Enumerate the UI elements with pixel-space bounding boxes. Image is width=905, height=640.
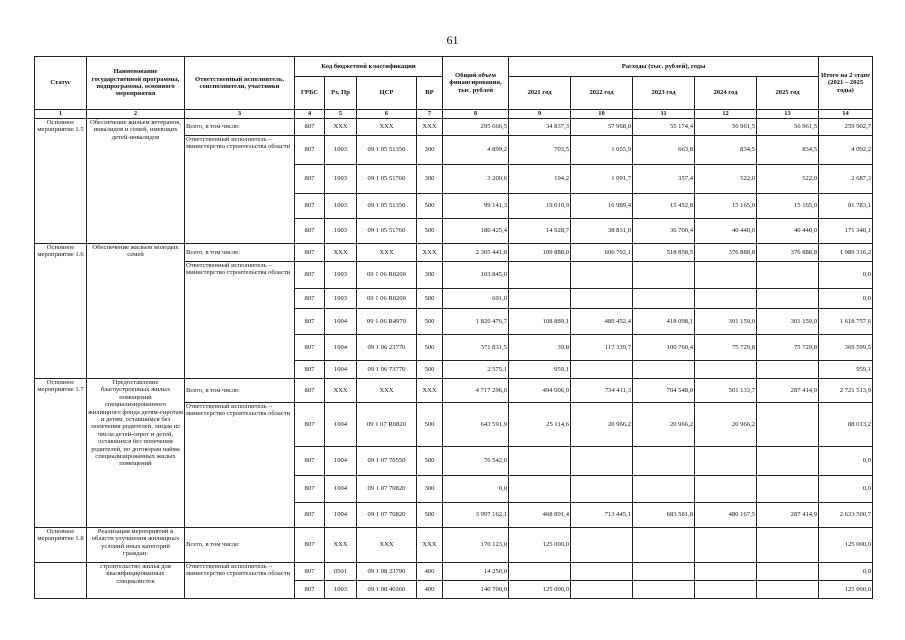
year-2025-cell xyxy=(757,581,819,599)
year-2023-cell: 36 700,4 xyxy=(633,219,695,244)
itogo-cell: 1 618 757,6 xyxy=(819,309,873,335)
rzpr-cell: 0501 xyxy=(325,563,357,581)
table-body xyxy=(35,119,873,599)
year-2024-cell: 20 966,2 xyxy=(695,403,757,447)
rzpr-cell: 1003 xyxy=(325,194,357,219)
year-2021-cell: 194,2 xyxy=(509,165,571,194)
year-2025-cell xyxy=(757,447,819,476)
responsible-cell: Всего, в том числе: xyxy=(185,379,295,403)
itogo-cell: 369 599,5 xyxy=(819,335,873,361)
year-2025-cell: 56 961,5 xyxy=(757,119,819,136)
table-row xyxy=(35,563,873,581)
rzpr-cell: 1004 xyxy=(325,309,357,335)
status-cell: Основное мероприятие 1.7 xyxy=(35,379,87,528)
year-2021-cell xyxy=(509,447,571,476)
csr-cell: 09 1 05 51760 xyxy=(357,219,417,244)
vr-cell: 500 xyxy=(417,335,443,361)
csr-cell: 09 1 05 51760 xyxy=(357,165,417,194)
responsible-cell: Ответственный исполнитель – министерство строительства области xyxy=(185,563,295,599)
year-2025-cell: 522,0 xyxy=(757,165,819,194)
year-2022-cell: 1 091,7 xyxy=(571,165,633,194)
total-volume-cell: 14 250,0 xyxy=(443,563,509,581)
csr-cell: 09 1 06 R0200 xyxy=(357,262,417,289)
year-2022-cell: 1 055,9 xyxy=(571,136,633,165)
grbs-cell: 807 xyxy=(295,136,325,165)
year-2023-cell: 418 098,1 xyxy=(633,309,695,335)
total-volume-cell: 371 831,5 xyxy=(443,335,509,361)
year-2025-cell: 75 729,8 xyxy=(757,335,819,361)
itogo-cell: 0,0 xyxy=(819,447,873,476)
vr-cell: 500 xyxy=(417,503,443,528)
itogo-cell: 81 783,1 xyxy=(819,194,873,219)
year-2024-cell xyxy=(695,262,757,289)
itogo-cell: 0,0 xyxy=(819,262,873,289)
column-number: 4 xyxy=(295,110,325,119)
itogo-cell: 2 687,3 xyxy=(819,165,873,194)
year-2021-cell: 39,8 xyxy=(509,335,571,361)
year-2022-cell: 489 452,4 xyxy=(571,309,633,335)
rzpr-cell: 1003 xyxy=(325,136,357,165)
year-2021-cell: 703,5 xyxy=(509,136,571,165)
total-volume-cell: 1 826 476,7 xyxy=(443,309,509,335)
table-row xyxy=(35,528,873,563)
year-2024-cell: 56 961,5 xyxy=(695,119,757,136)
header-responsible: Ответственный исполнитель, соисполнители, участники xyxy=(185,57,295,110)
itogo-cell: 4 092,2 xyxy=(819,136,873,165)
year-2022-cell: 734 411,3 xyxy=(571,379,633,403)
itogo-cell: 88 013,2 xyxy=(819,403,873,447)
total-volume-cell: 3 997 162,1 xyxy=(443,503,509,528)
year-2025-cell xyxy=(757,528,819,563)
year-2022-cell xyxy=(571,361,633,379)
vr-cell: 500 xyxy=(417,289,443,309)
year-2023-cell: 663,8 xyxy=(633,136,695,165)
total-volume-cell: 3 200,6 xyxy=(443,165,509,194)
grbs-cell: 807 xyxy=(295,403,325,447)
table-row xyxy=(35,119,873,136)
grbs-cell: 807 xyxy=(295,119,325,136)
year-2025-cell xyxy=(757,403,819,447)
year-2024-cell xyxy=(695,581,757,599)
csr-cell: ХХХ xyxy=(357,379,417,403)
total-volume-cell: 76 542,0 xyxy=(443,447,509,476)
rzpr-cell: 1003 xyxy=(325,581,357,599)
page-number: 61 xyxy=(446,33,459,47)
csr-cell: 09 1 08 40360 xyxy=(357,581,417,599)
grbs-cell: 807 xyxy=(295,581,325,599)
itogo-cell: 0,0 xyxy=(819,289,873,309)
program-name-cell: Реализация мероприятий в области улучшения жилищных условий иных категорий граждан: xyxy=(87,528,185,563)
year-2022-cell xyxy=(571,581,633,599)
year-2022-cell: 20 966,2 xyxy=(571,403,633,447)
total-volume-cell: 186 425,4 xyxy=(443,219,509,244)
year-2022-cell xyxy=(571,528,633,563)
year-2022-cell: 57 968,0 xyxy=(571,119,633,136)
rzpr-cell: ХХХ xyxy=(325,528,357,563)
column-number-row xyxy=(35,110,873,119)
grbs-cell: 807 xyxy=(295,379,325,403)
rzpr-cell: ХХХ xyxy=(325,244,357,262)
header-2023: 2023 год xyxy=(633,77,695,110)
year-2021-cell: 34 837,3 xyxy=(509,119,571,136)
csr-cell: ХХХ xyxy=(357,528,417,563)
total-volume-cell: 2 305 441,6 xyxy=(443,244,509,262)
year-2022-cell xyxy=(571,262,633,289)
total-volume-cell: 643 591,9 xyxy=(443,403,509,447)
grbs-cell: 807 xyxy=(295,528,325,563)
csr-cell: 09 1 05 51350 xyxy=(357,136,417,165)
total-volume-cell: 99 141,3 xyxy=(443,194,509,219)
year-2025-cell: 834,5 xyxy=(757,136,819,165)
status-cell: Основное мероприятие 1.5 xyxy=(35,119,87,244)
column-number: 1 xyxy=(35,110,87,119)
year-2024-cell: 15 165,0 xyxy=(695,194,757,219)
year-2025-cell: 15 165,0 xyxy=(757,194,819,219)
year-2024-cell: 501 133,7 xyxy=(695,379,757,403)
year-2024-cell: 301 159,0 xyxy=(695,309,757,335)
column-number: 2 xyxy=(87,110,185,119)
program-name-cell: Предоставление благоустроенных жилых помещений специализированного жилищного фонда детям-сиротам и детям, оставшимся без попечения родителей, лицам из числа детей-сирот и детей, оставшихся без попечения родителей, по договорам найма специализированных жилых помещений xyxy=(87,379,185,528)
grbs-cell: 807 xyxy=(295,361,325,379)
column-number: 10 xyxy=(571,110,633,119)
itogo-cell: 171 340,1 xyxy=(819,219,873,244)
program-name-cell: Обеспечение жильем ветеранов, инвалидов и семей, имеющих детей-инвалидов xyxy=(87,119,185,244)
responsible-cell: Ответственный исполнитель – министерство строительства области xyxy=(185,403,295,528)
vr-cell: 500 xyxy=(417,447,443,476)
year-2024-cell xyxy=(695,447,757,476)
csr-cell: 09 1 07 70820 xyxy=(357,476,417,503)
year-2021-cell: 494 006,0 xyxy=(509,379,571,403)
year-2021-cell: 959,1 xyxy=(509,361,571,379)
itogo-cell: 125 000,0 xyxy=(819,581,873,599)
vr-cell: 400 xyxy=(417,563,443,581)
vr-cell: 400 xyxy=(417,581,443,599)
rzpr-cell: 1003 xyxy=(325,262,357,289)
vr-cell: 300 xyxy=(417,262,443,289)
header-total-volume: Общий объем финансирования, тыс. рублей xyxy=(443,57,509,110)
column-number: 12 xyxy=(695,110,757,119)
total-volume-cell: 103 845,0 xyxy=(443,262,509,289)
year-2023-cell xyxy=(633,447,695,476)
column-number: 3 xyxy=(185,110,295,119)
vr-cell: 300 xyxy=(417,165,443,194)
year-2022-cell: 38 831,0 xyxy=(571,219,633,244)
year-2021-cell: 25 114,6 xyxy=(509,403,571,447)
year-2021-cell: 125 000,0 xyxy=(509,581,571,599)
year-2024-cell: 40 440,0 xyxy=(695,219,757,244)
rzpr-cell: 1004 xyxy=(325,447,357,476)
status-cell xyxy=(35,563,87,599)
vr-cell: 500 xyxy=(417,194,443,219)
vr-cell: 300 xyxy=(417,136,443,165)
year-2023-cell xyxy=(633,563,695,581)
year-2021-cell xyxy=(509,476,571,503)
column-number: 8 xyxy=(443,110,509,119)
header-rzpr: Рз, Пр xyxy=(325,77,357,110)
year-2023-cell xyxy=(633,476,695,503)
total-volume-cell: 4 717 296,0 xyxy=(443,379,509,403)
grbs-cell: 807 xyxy=(295,289,325,309)
year-2023-cell: 55 174,4 xyxy=(633,119,695,136)
year-2024-cell xyxy=(695,528,757,563)
itogo-cell: 0,0 xyxy=(819,563,873,581)
grbs-cell: 807 xyxy=(295,476,325,503)
header-kbk: Код бюджетной классификации xyxy=(295,57,443,77)
year-2022-cell: 117 339,7 xyxy=(571,335,633,361)
year-2023-cell: 20 966,2 xyxy=(633,403,695,447)
total-volume-cell: 2 575,1 xyxy=(443,361,509,379)
rzpr-cell: 1004 xyxy=(325,403,357,447)
year-2021-cell: 19 010,9 xyxy=(509,194,571,219)
header-itogo: Итого на 2 этапе (2021 – 2025 годы) xyxy=(819,57,873,110)
header-csr: ЦСР xyxy=(357,77,417,110)
year-2024-cell xyxy=(695,361,757,379)
csr-cell: 09 1 06 23770 xyxy=(357,335,417,361)
program-name-cell: Обеспечение жильем молодых семей xyxy=(87,244,185,379)
header-2021: 2021 год xyxy=(509,77,571,110)
year-2022-cell xyxy=(571,447,633,476)
grbs-cell: 807 xyxy=(295,447,325,476)
year-2023-cell xyxy=(633,528,695,563)
total-volume-cell: 295 666,5 xyxy=(443,119,509,136)
total-volume-cell: 4 899,2 xyxy=(443,136,509,165)
total-volume-cell: 170 123,0 xyxy=(443,528,509,563)
csr-cell: ХХХ xyxy=(357,244,417,262)
total-volume-cell: 0,0 xyxy=(443,476,509,503)
year-2023-cell: 357,4 xyxy=(633,165,695,194)
header-vr: ВР xyxy=(417,77,443,110)
vr-cell: ХХХ xyxy=(417,528,443,563)
responsible-cell: Ответственный исполнитель – министерство строительства области xyxy=(185,136,295,244)
year-2021-cell: 109 888,0 xyxy=(509,244,571,262)
vr-cell: 500 xyxy=(417,309,443,335)
vr-cell: ХХХ xyxy=(417,244,443,262)
year-2023-cell: 683 581,8 xyxy=(633,503,695,528)
vr-cell: ХХХ xyxy=(417,379,443,403)
year-2021-cell: 14 928,7 xyxy=(509,219,571,244)
year-2025-cell xyxy=(757,262,819,289)
year-2021-cell xyxy=(509,289,571,309)
rzpr-cell: 1004 xyxy=(325,335,357,361)
itogo-cell: 2 721 513,9 xyxy=(819,379,873,403)
year-2024-cell: 75 729,8 xyxy=(695,335,757,361)
year-2025-cell xyxy=(757,563,819,581)
csr-cell: 09 1 08 23790 xyxy=(357,563,417,581)
year-2023-cell xyxy=(633,361,695,379)
rzpr-cell: 1004 xyxy=(325,476,357,503)
year-2023-cell: 100 760,4 xyxy=(633,335,695,361)
year-2021-cell: 468 891,4 xyxy=(509,503,571,528)
grbs-cell: 807 xyxy=(295,219,325,244)
header-expenses: Расходы (тыс. рублей), годы xyxy=(509,57,819,77)
column-number: 7 xyxy=(417,110,443,119)
header-2024: 2024 год xyxy=(695,77,757,110)
grbs-cell: 807 xyxy=(295,194,325,219)
csr-cell: 09 1 07 70820 xyxy=(357,503,417,528)
grbs-cell: 807 xyxy=(295,262,325,289)
rzpr-cell: 1003 xyxy=(325,289,357,309)
total-volume-cell: 691,0 xyxy=(443,289,509,309)
year-2023-cell: 704 548,0 xyxy=(633,379,695,403)
grbs-cell: 807 xyxy=(295,335,325,361)
year-2024-cell xyxy=(695,289,757,309)
year-2024-cell: 522,0 xyxy=(695,165,757,194)
header-grbs: ГРБС xyxy=(295,77,325,110)
vr-cell: ХХХ xyxy=(417,119,443,136)
grbs-cell: 807 xyxy=(295,563,325,581)
csr-cell: ХХХ xyxy=(357,119,417,136)
grbs-cell: 807 xyxy=(295,244,325,262)
rzpr-cell: ХХХ xyxy=(325,379,357,403)
year-2022-cell: 713 445,1 xyxy=(571,503,633,528)
status-cell: Основное мероприятие 1.6 xyxy=(35,244,87,379)
budget-table xyxy=(34,56,873,599)
csr-cell: 09 1 06 73770 xyxy=(357,361,417,379)
rzpr-cell: 1004 xyxy=(325,361,357,379)
year-2025-cell: 301 159,0 xyxy=(757,309,819,335)
year-2024-cell: 376 888,8 xyxy=(695,244,757,262)
year-2024-cell xyxy=(695,476,757,503)
column-number: 11 xyxy=(633,110,695,119)
year-2023-cell xyxy=(633,581,695,599)
itogo-cell: 1 989 316,2 xyxy=(819,244,873,262)
rzpr-cell: 1004 xyxy=(325,503,357,528)
program-name-cell: строительство жилья для квалифицированных специалистов xyxy=(87,563,185,599)
column-number: 6 xyxy=(357,110,417,119)
header-name: Наименование государственной программы, подпрограммы, основного мероприятия xyxy=(87,57,185,110)
year-2022-cell xyxy=(571,476,633,503)
itogo-cell: 959,1 xyxy=(819,361,873,379)
itogo-cell: 125 000,0 xyxy=(819,528,873,563)
grbs-cell: 807 xyxy=(295,165,325,194)
year-2021-cell xyxy=(509,262,571,289)
column-number: 13 xyxy=(757,110,819,119)
year-2022-cell: 16 989,4 xyxy=(571,194,633,219)
responsible-cell: Ответственный исполнитель – министерство строительства области xyxy=(185,262,295,379)
table-row xyxy=(35,244,873,262)
header-2025: 2025 год xyxy=(757,77,819,110)
itogo-cell: 2 633 500,7 xyxy=(819,503,873,528)
status-cell: Основное мероприятие 1.8 xyxy=(35,528,87,563)
vr-cell: 300 xyxy=(417,476,443,503)
year-2025-cell: 287 414,9 xyxy=(757,503,819,528)
itogo-cell: 0,0 xyxy=(819,476,873,503)
year-2022-cell xyxy=(571,289,633,309)
column-number: 14 xyxy=(819,110,873,119)
csr-cell: 09 1 06 R0200 xyxy=(357,289,417,309)
grbs-cell: 807 xyxy=(295,309,325,335)
year-2024-cell: 834,5 xyxy=(695,136,757,165)
year-2025-cell xyxy=(757,289,819,309)
vr-cell: 500 xyxy=(417,361,443,379)
year-2024-cell xyxy=(695,563,757,581)
year-2023-cell xyxy=(633,289,695,309)
header-2022: 2022 год xyxy=(571,77,633,110)
responsible-cell: Всего, в том числе: xyxy=(185,528,295,563)
year-2021-cell xyxy=(509,563,571,581)
csr-cell: 09 1 07 70550 xyxy=(357,447,417,476)
table-row xyxy=(35,379,873,403)
year-2021-cell: 125 000,0 xyxy=(509,528,571,563)
itogo-cell: 259 902,7 xyxy=(819,119,873,136)
year-2023-cell: 518 858,5 xyxy=(633,244,695,262)
year-2024-cell: 480 167,5 xyxy=(695,503,757,528)
column-number: 5 xyxy=(325,110,357,119)
responsible-cell: Всего, в том числе: xyxy=(185,244,295,262)
year-2023-cell: 15 452,8 xyxy=(633,194,695,219)
year-2025-cell: 40 440,0 xyxy=(757,219,819,244)
year-2023-cell xyxy=(633,262,695,289)
grbs-cell: 807 xyxy=(295,503,325,528)
year-2021-cell: 108 889,1 xyxy=(509,309,571,335)
rzpr-cell: 1003 xyxy=(325,165,357,194)
year-2025-cell xyxy=(757,361,819,379)
year-2025-cell xyxy=(757,476,819,503)
header-status: Статус xyxy=(35,57,87,110)
year-2022-cell xyxy=(571,563,633,581)
vr-cell: 500 xyxy=(417,219,443,244)
csr-cell: 09 1 05 51350 xyxy=(357,194,417,219)
rzpr-cell: ХХХ xyxy=(325,119,357,136)
csr-cell: 09 1 07 R0820 xyxy=(357,403,417,447)
rzpr-cell: 1003 xyxy=(325,219,357,244)
total-volume-cell: 140 700,0 xyxy=(443,581,509,599)
year-2025-cell: 287 414,9 xyxy=(757,379,819,403)
year-2022-cell: 606 792,1 xyxy=(571,244,633,262)
year-2025-cell: 376 888,8 xyxy=(757,244,819,262)
csr-cell: 09 1 06 R4970 xyxy=(357,309,417,335)
column-number: 9 xyxy=(509,110,571,119)
vr-cell: 500 xyxy=(417,403,443,447)
responsible-cell: Всего, в том числе: xyxy=(185,119,295,136)
